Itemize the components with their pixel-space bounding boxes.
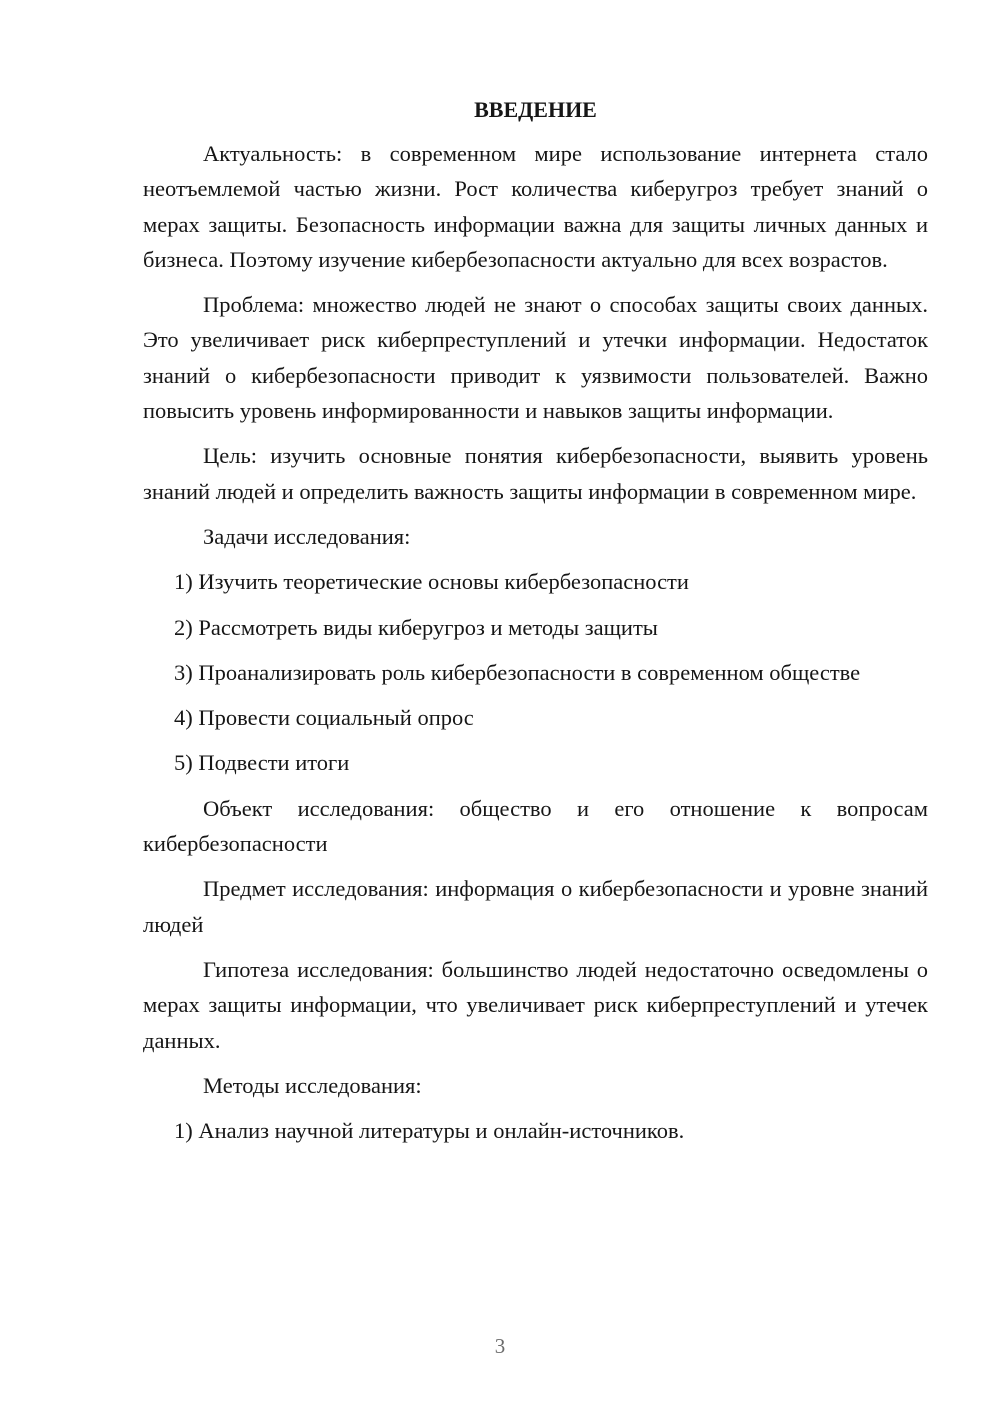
goal-paragraph: Цель: изучить основные понятия кибербезопасности, выявить уровень знаний людей и определить важность защиты информации в современном мире. — [143, 443, 928, 504]
page-number: 3 — [494, 1334, 506, 1358]
task-item-2: 2) Рассмотреть виды киберугроз и методы защиты — [174, 614, 658, 640]
object-paragraph: Объект исследования: общество и его отношение к вопросам кибербезопасности — [143, 795, 928, 857]
hypothesis-paragraph: Гипотеза исследования: большинство людей недостаточно осведомлены о мерах защиты информации, что увеличивает риск киберпреступлений и утечек данных. — [143, 956, 928, 1053]
tasks-heading: Задачи исследования: — [203, 523, 411, 549]
section-title: ВВЕДЕНИЕ — [474, 97, 597, 122]
task-item-1: 1) Изучить теоретические основы кибербезопасности — [174, 569, 689, 595]
method-item-1: 1) Анализ научной литературы и онлайн-источников. — [174, 1118, 685, 1144]
task-item-5: 5) Подвести итоги — [174, 750, 350, 776]
page-body — [143, 95, 928, 1158]
subject-paragraph: Предмет исследования: информация о кибербезопасности и уровне знаний людей — [143, 876, 928, 937]
problem-paragraph: Проблема: множество людей не знают о способах защиты своих данных. Это увеличивает риск киберпреступлений и утечки информации. Недостаток знаний о кибербезопасности приводит к уязвимости пользователей. Важно повысить уровень информированности и навыков защиты информации. — [143, 292, 928, 424]
relevance-paragraph: Актуальность: в современном мире использование интернета стало неотъемлемой частью жизни. Рост количества киберугроз требует знаний о мерах защиты. Безопасность информации важна для защиты личных данных и бизнеса. Поэтому изучение кибербезопасности актуально для всех возрастов. — [143, 141, 928, 272]
methods-heading: Методы исследования: — [203, 1072, 422, 1098]
task-item-3: 3) Проанализировать роль кибербезопасности в современном обществе — [174, 659, 861, 685]
task-item-4: 4) Провести социальный опрос — [174, 705, 474, 731]
